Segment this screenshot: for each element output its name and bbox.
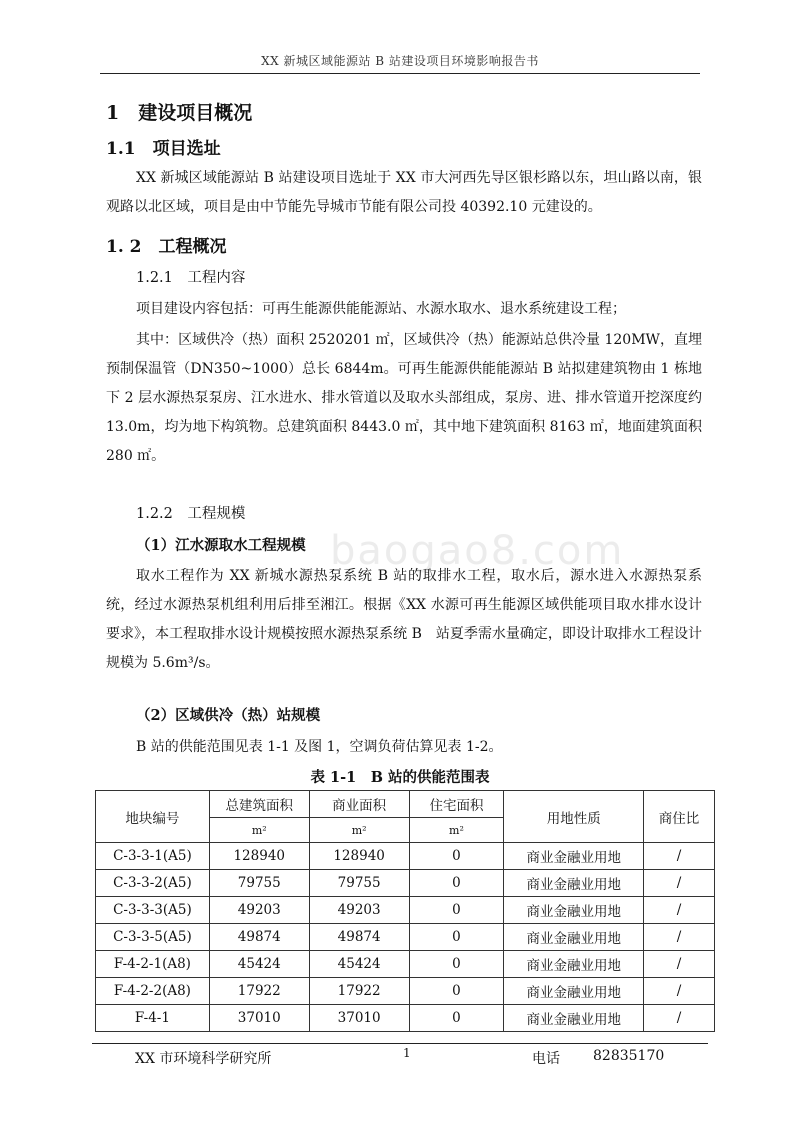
table-row xyxy=(96,978,715,1005)
cell-total: 79755 xyxy=(209,870,309,897)
header-land-use: 用地性质 xyxy=(504,791,644,843)
table-caption: 表 1-1 B 站的供能范围表 xyxy=(310,769,490,786)
header-residential-area: 住宅面积 xyxy=(409,791,504,818)
table-row xyxy=(96,924,715,951)
cell-commercial: 79755 xyxy=(309,870,409,897)
cell-use: 商业金融业用地 xyxy=(504,843,644,870)
cell-plot: F-4-2-2(A8) xyxy=(96,978,210,1005)
cell-use: 商业金融业用地 xyxy=(504,897,644,924)
page-number: 1 xyxy=(403,1046,411,1060)
cell-total: 49203 xyxy=(209,897,309,924)
cell-plot: C-3-3-1(A5) xyxy=(96,843,210,870)
header-total-area: 总建筑面积 xyxy=(209,791,309,818)
table-row xyxy=(96,1005,715,1032)
cell-ratio: / xyxy=(644,897,715,924)
paragraph-details: 其中：区域供冷（热）面积 2520201 ㎡，区域供冷（热）能源站总供冷量 120MW，直埋预制保温管（DN350~1000）总长 6844m。可再生能源供能能源站 B 站拟建建筑物由 1 栋地下 2 层水源热泵泵房、江水进水、排水管道以及取水头部组成，泵房、进、排水管道开挖深度约 13.0m，均为地下构筑物。总建筑面积 8443.0 ㎡，其中地下建筑面积 8163 ㎡，地面建筑面积 280 ㎡。 xyxy=(106,332,702,464)
cell-ratio: / xyxy=(644,951,715,978)
cell-use: 商业金融业用地 xyxy=(504,1005,644,1032)
cell-total: 17922 xyxy=(209,978,309,1005)
table-row xyxy=(96,951,715,978)
unit-cell: m² xyxy=(409,818,504,843)
watermark: baogao8.com xyxy=(330,528,625,574)
section-heading-1: 1 建设项目概况 xyxy=(106,102,253,124)
table-row xyxy=(96,870,715,897)
footer-org: XX 市环境科学研究所 xyxy=(135,1051,272,1067)
cell-ratio: / xyxy=(644,978,715,1005)
cell-ratio: / xyxy=(644,1005,715,1032)
cell-plot: C-3-3-2(A5) xyxy=(96,870,210,897)
cell-commercial: 45424 xyxy=(309,951,409,978)
cell-total: 49874 xyxy=(209,924,309,951)
cell-use: 商业金融业用地 xyxy=(504,951,644,978)
table-header-row xyxy=(96,791,715,818)
cell-residential: 0 xyxy=(409,897,504,924)
cell-residential: 0 xyxy=(409,843,504,870)
cell-use: 商业金融业用地 xyxy=(504,924,644,951)
subheading-station: （2）区域供冷（热）站规模 xyxy=(136,707,321,724)
unit-cell: m² xyxy=(209,818,309,843)
cell-ratio: / xyxy=(644,924,715,951)
cell-total: 37010 xyxy=(209,1005,309,1032)
cell-plot: F-4-1 xyxy=(96,1005,210,1032)
page-header: XX 新城区域能源站 B 站建设项目环境影响报告书 xyxy=(261,54,539,68)
paragraph-site: XX 新城区域能源站 B 站建设项目选址于 XX 市大河西先导区银杉路以东，坦山路以南，银观路以北区域，项目是由中节能先导城市节能有限公司投 40392.10 元建设的。 xyxy=(106,170,702,215)
cell-commercial: 37010 xyxy=(309,1005,409,1032)
cell-total: 128940 xyxy=(209,843,309,870)
unit-cell: m² xyxy=(309,818,409,843)
supply-range-table xyxy=(95,790,715,1032)
header-commercial-area: 商业面积 xyxy=(309,791,409,818)
cell-residential: 0 xyxy=(409,870,504,897)
header-ratio: 商住比 xyxy=(644,791,715,843)
section-heading-1-2-1: 1.2.1 工程内容 xyxy=(136,270,246,286)
subheading-intake: （1）江水源取水工程规模 xyxy=(136,537,306,554)
header-rule xyxy=(100,73,700,74)
footer-rule xyxy=(92,1043,708,1044)
cell-commercial: 49203 xyxy=(309,897,409,924)
cell-commercial: 128940 xyxy=(309,843,409,870)
cell-residential: 0 xyxy=(409,924,504,951)
cell-ratio: / xyxy=(644,843,715,870)
section-heading-1-2-2: 1.2.2 工程规模 xyxy=(136,506,246,522)
footer-phone: 82835170 xyxy=(593,1048,665,1064)
header-plot: 地块编号 xyxy=(96,791,210,843)
table-row xyxy=(96,897,715,924)
section-heading-1-1: 1.1 项目选址 xyxy=(106,139,221,159)
cell-total: 45424 xyxy=(209,951,309,978)
cell-plot: C-3-3-5(A5) xyxy=(96,924,210,951)
paragraph-scope: 项目建设内容包括：可再生能源供能能源站、水源水取水、退水系统建设工程； xyxy=(136,301,626,317)
section-heading-1-2: 1. 2 工程概况 xyxy=(106,237,227,257)
cell-residential: 0 xyxy=(409,951,504,978)
cell-use: 商业金融业用地 xyxy=(504,978,644,1005)
cell-plot: F-4-2-1(A8) xyxy=(96,951,210,978)
cell-ratio: / xyxy=(644,870,715,897)
cell-residential: 0 xyxy=(409,1005,504,1032)
footer-phone-label: 电话 xyxy=(532,1051,560,1067)
cell-commercial: 17922 xyxy=(309,978,409,1005)
cell-use: 商业金融业用地 xyxy=(504,870,644,897)
cell-plot: C-3-3-3(A5) xyxy=(96,897,210,924)
paragraph-intake: 取水工程作为 XX 新城水源热泵系统 B 站的取排水工程，取水后，源水进入水源热泵系统，经过水源热泵机组利用后排至湘江。根据《XX 水源可再生能源区域供能项目取水排水设计要求》，本工程取排水设计规模按照水源热泵系统 B 站夏季需水量确定，即设计取排水工程设计规模为 5.6m³/s。 xyxy=(106,568,702,671)
table-row xyxy=(96,843,715,870)
cell-residential: 0 xyxy=(409,978,504,1005)
cell-commercial: 49874 xyxy=(309,924,409,951)
paragraph-station: B 站的供能范围见表 1-1 及图 1，空调负荷估算见表 1-2。 xyxy=(136,739,503,755)
